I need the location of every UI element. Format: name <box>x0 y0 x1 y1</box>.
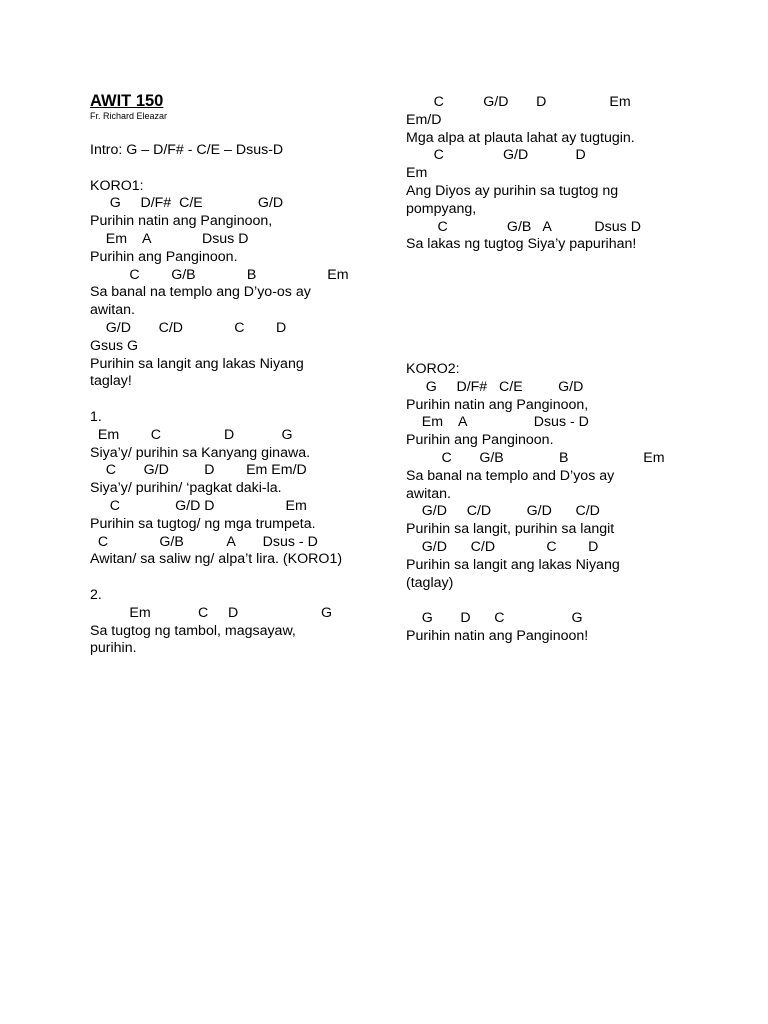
lyric-line: purihin. <box>90 640 137 657</box>
lyric-line: taglay! <box>90 373 132 390</box>
lyric-line: KORO2: <box>406 360 460 377</box>
lyric-line: Purihin sa langit, purihin sa langit <box>406 521 615 538</box>
lyric-line: Em A Dsus - D <box>406 414 589 431</box>
lyric-line: C G/B B Em <box>90 266 349 283</box>
lyric-line: Purihin sa langit ang lakas Niyang <box>90 355 304 372</box>
lyric-line: C G/D D Em Em/D <box>90 462 307 479</box>
lyric-line: Intro: G – D/F# - C/E – Dsus-D <box>90 142 284 158</box>
lyric-line: KORO1: <box>90 177 144 194</box>
lyric-line: Mga alpa at plauta lahat ay tugtugin. <box>406 129 635 146</box>
lyric-line <box>406 254 696 272</box>
lyric-line: Purihin natin ang Panginoon, <box>90 213 273 230</box>
lyric-line: Purihin natin ang Panginoon, <box>406 396 589 413</box>
lyric-line: C G/B A Dsus - D <box>90 533 318 550</box>
lyric-line <box>90 569 380 587</box>
song-title: AWIT 150 <box>90 92 164 110</box>
lyric-line: G/D C/D C D <box>90 319 287 336</box>
lyric-line <box>90 391 380 409</box>
lyric-line: Em C D G <box>90 604 333 621</box>
lyric-line: Em/D <box>406 111 442 128</box>
song-author: Fr. Richard Eleazar <box>90 111 168 121</box>
lyric-line: Sa lakas ng tugtog Siya’y papurihan! <box>406 236 637 253</box>
lyric-line <box>406 592 696 610</box>
lyric-line: Purihin sa langit ang lakas Niyang <box>406 556 620 573</box>
lyric-line: 1. <box>90 408 102 425</box>
lyric-line: Em <box>406 165 428 182</box>
right-lyrics <box>406 94 696 646</box>
lyric-line: Gsus G <box>90 337 139 354</box>
lyric-line: 2. <box>90 586 102 603</box>
lyric-line: C G/D D Em <box>90 497 307 514</box>
lyric-line <box>406 325 696 343</box>
lyric-line: Purihin ang Panginoon. <box>406 432 554 449</box>
lyric-line <box>406 308 696 326</box>
lyric-line <box>406 343 696 361</box>
lyric-line: Awitan/ sa saliw ng/ alpa’t lira. (KORO1) <box>90 551 343 568</box>
lyric-line: pompyang, <box>406 200 477 217</box>
lyric-line: Siya’y/ purihin/ ‘pagkat daki-la. <box>90 480 282 497</box>
left-column <box>90 92 380 658</box>
lyric-line: C G/D D <box>406 147 586 164</box>
lyric-line: Ang Diyos ay purihin sa tugtog ng <box>406 182 619 199</box>
right-column <box>406 94 696 646</box>
lyric-line: G D/F# C/E G/D <box>90 195 284 212</box>
lyric-line: Sa tugtog ng tambol, magsayaw, <box>90 622 296 639</box>
lyric-line: Sa banal na templo ang D’yo-os ay <box>90 284 311 301</box>
lyric-line: G/D C/D C D <box>406 538 599 555</box>
lyric-line <box>90 160 380 178</box>
lyric-line <box>406 290 696 308</box>
lyric-line: Purihin natin ang Panginoon! <box>406 627 589 644</box>
lyric-line: Purihin ang Panginoon. <box>90 248 238 265</box>
lyric-line: Em C D G <box>90 426 293 443</box>
lyric-line: Sa banal na templo and D’yos ay <box>406 467 615 484</box>
lyric-line: C G/D D Em <box>406 94 631 110</box>
lyric-line: Em A Dsus D <box>90 230 249 247</box>
lyric-line: (taglay) <box>406 574 454 591</box>
lyric-line: Purihin sa tugtog/ ng mga trumpeta. <box>90 515 316 532</box>
lyric-line: awitan. <box>406 485 451 502</box>
lyric-line: Siya’y/ purihin sa Kanyang ginawa. <box>90 444 311 461</box>
lyric-line <box>406 272 696 290</box>
lyric-line: G D C G <box>406 610 583 627</box>
lyric-line: C G/B A Dsus D <box>406 218 641 235</box>
lyric-line: G D/F# C/E G/D <box>406 378 584 395</box>
lyric-line: C G/B B Em <box>406 449 665 466</box>
left-lyrics <box>90 142 380 658</box>
lyric-line: G/D C/D G/D C/D <box>406 503 600 520</box>
lyric-line: awitan. <box>90 302 135 319</box>
